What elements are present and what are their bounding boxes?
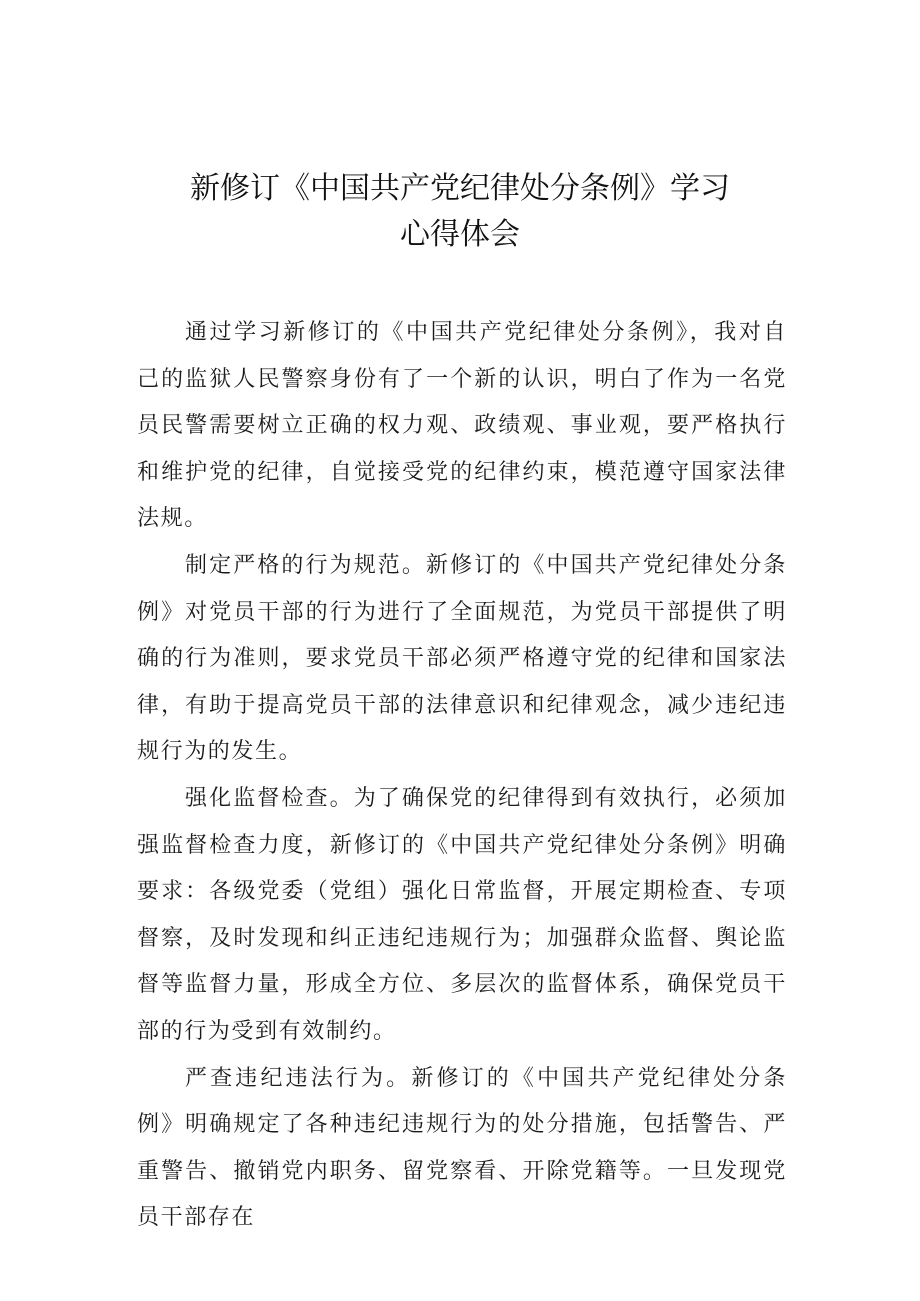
- document-body: [137, 310, 787, 1242]
- paragraph-intro: 通过学习新修订的《中国共产党纪律处分条例》，我对自己的监狱人民警察身份有了一个新的认识，明白了作为一名党员民警需要树立正确的权力观、政绩观、事业观，要严格执行和维护党的纪律，自觉接受党的纪律约束，模范遵守国家法律法规。: [137, 320, 787, 532]
- title-line-1: 新修订《中国共产党纪律处分条例》学习: [190, 171, 730, 206]
- paragraph-violations: 严查违纪违法行为。新修订的《中国共产党纪律处分条例》明确规定了各种违纪违规行为的处分措施，包括警告、严重警告、撤销党内职务、留党察看、开除党籍等。一旦发现党员干部存在: [137, 1065, 787, 1231]
- paragraph-norms: 制定严格的行为规范。新修订的《中国共产党纪律处分条例》对党员干部的行为进行了全面规范，为党员干部提供了明确的行为准则，要求党员干部必须严格遵守党的纪律和国家法律，有助于提高党员干部的法律意识和纪律观念，减少违纪违规行为的发生。: [137, 552, 787, 765]
- paragraph-supervision: 强化监督检查。为了确保党的纪律得到有效执行，必须加强监督检查力度，新修订的《中国共产党纪律处分条例》明确要求：各级党委（党组）强化日常监督，开展定期检查、专项督察，及时发现和纠正违纪违规行为；加强群众监督、舆论监督等监督力量，形成全方位、多层次的监督体系，确保党员干部的行为受到有效制约。: [137, 785, 787, 1044]
- title-line-2: 心得体会: [400, 217, 520, 252]
- document-title: [0, 166, 920, 258]
